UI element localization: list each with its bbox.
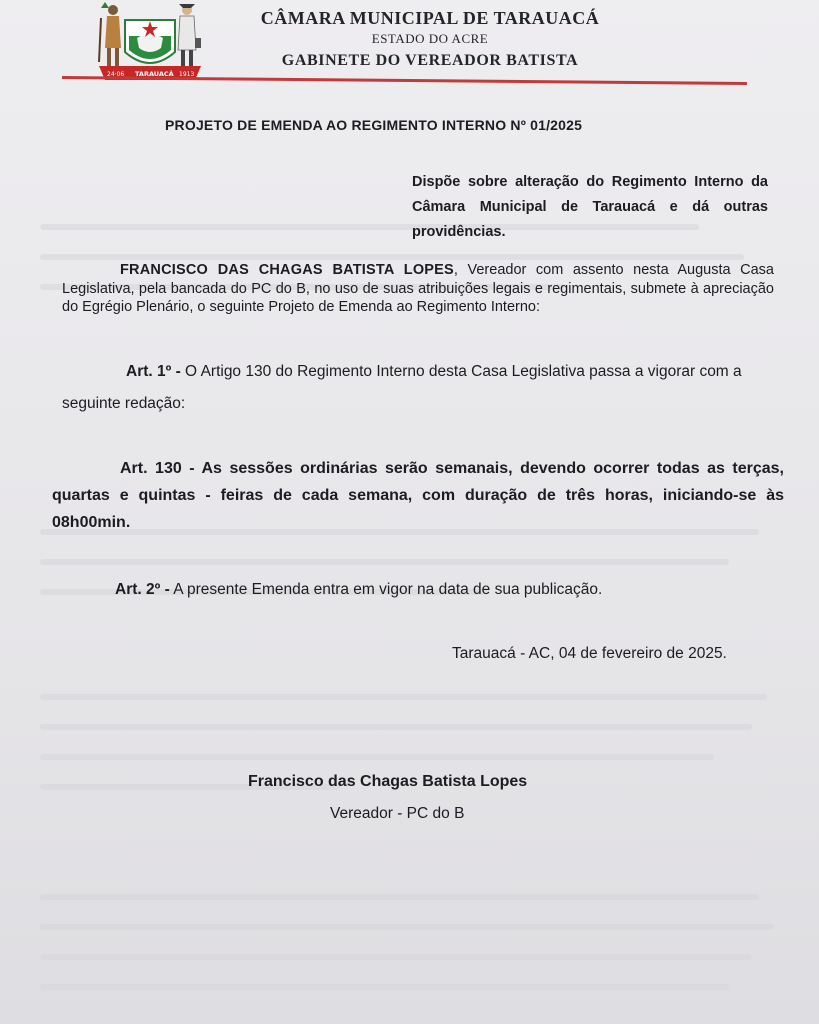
header-chamber-name: CÂMARA MUNICIPAL DE TARAUACÁ: [260, 8, 600, 28]
intro-text: , Vereador com assento nesta Augusta Casa Legislativa, pela bancada do PC do B, no uso de suas atribuições legais e regimentais, submete à apreciação do Egrégio Plenário, o seguinte Projeto de Emenda ao Regimento Interno:: [62, 262, 774, 315]
header-state: ESTADO DO ACRE: [371, 31, 489, 46]
article-130-body: Art. 130 - As sessões ordinárias serão semanais, devendo ocorrer todas as terças, quartas e quintas - feiras de cada semana, com duração de três horas, iniciando-se às 08h00min.: [52, 460, 784, 531]
crest-left-date: 24·06: [107, 71, 125, 78]
article-2: [115, 581, 602, 599]
article-1-text: O Artigo 130 do Regimento Interno desta Casa Legislativa passa a vigorar com a seguinte redação:: [62, 363, 742, 412]
article-2-text: A presente Emenda entra em vigor na data de sua publicação.: [169, 581, 603, 598]
bleed-through-text: [40, 670, 789, 814]
municipal-crest-icon: [95, 0, 205, 86]
crest-banner-text: TARAUACÁ: [135, 70, 174, 78]
bleed-through-text: [40, 870, 789, 1014]
crest-right-date: 1913: [179, 71, 195, 78]
document-date: Tarauacá - AC, 04 de fevereiro de 2025.: [452, 645, 727, 662]
article-1: [62, 356, 782, 420]
header-office: GABINETE DO VEREADOR BATISTA: [281, 52, 579, 69]
article-1-label: Art. 1º -: [126, 363, 181, 380]
article-130-text: [52, 455, 784, 536]
document-ementa: Dispõe sobre alteração do Regimento Interno da Câmara Municipal de Tarauacá e dá outras providências.: [412, 174, 768, 240]
article-2-label: Art. 2º -: [115, 581, 170, 598]
document-title: PROJETO DE EMENDA AO REGIMENTO INTERNO Nº 01/2025: [165, 117, 583, 133]
signature-role: Vereador - PC do B: [330, 805, 465, 822]
intro-paragraph: [62, 261, 774, 317]
author-name: FRANCISCO DAS CHAGAS BATISTA LOPES: [120, 262, 454, 278]
signature-name: Francisco das Chagas Batista Lopes: [248, 773, 528, 790]
